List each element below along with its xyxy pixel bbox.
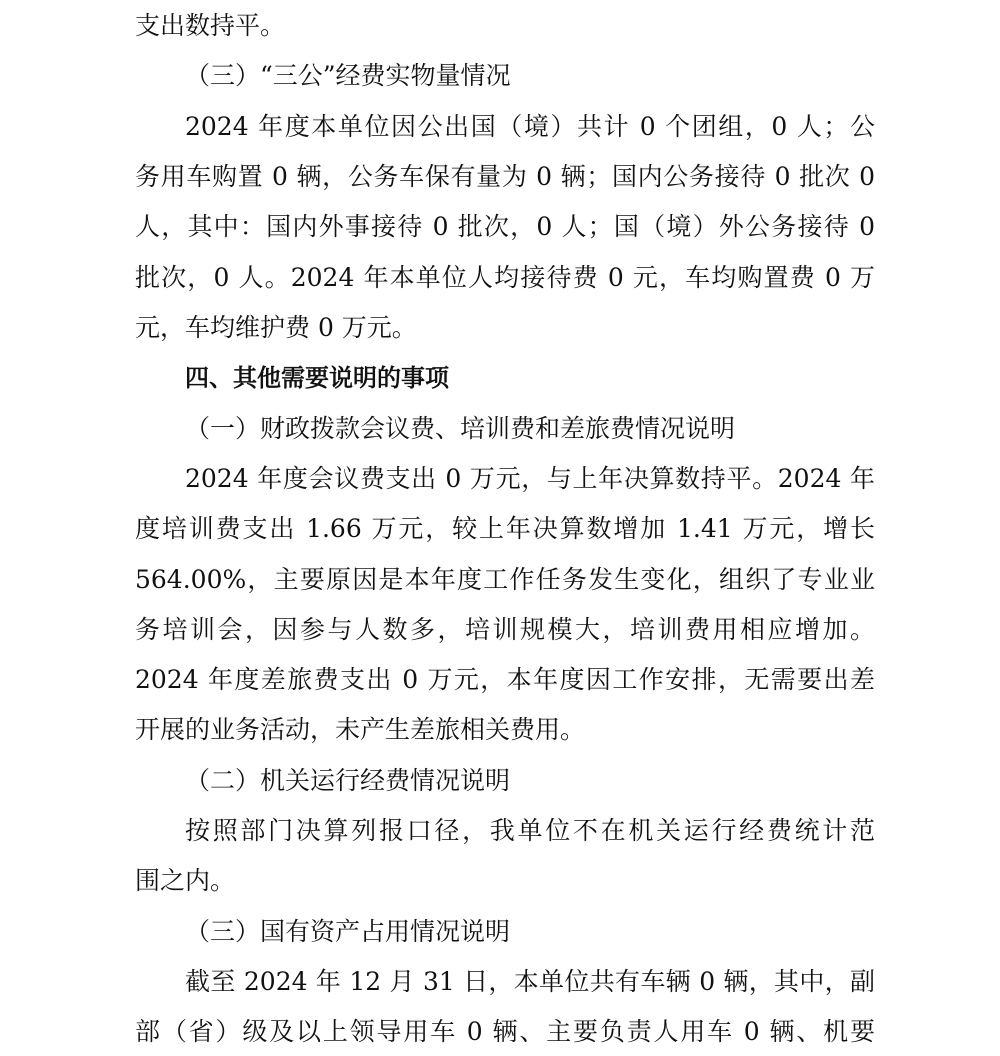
paragraph-line: 务用车购置 0 辆，公务车保有量为 0 辆；国内公务接待 0 批次 0 [135,162,875,191]
paragraph-line: 按照部门决算列报口径，我单位不在机关运行经费统计范 [185,816,875,845]
paragraph-line: 564.00%，主要原因是本年度工作任务发生变化，组织了专业业 [135,565,875,594]
subsection-heading-operating-expenses: （二）机关运行经费情况说明 [185,766,511,795]
paragraph-line: 2024 年度会议费支出 0 万元，与上年决算数持平。2024 年 [185,464,875,493]
document-page [135,0,875,1056]
paragraph-line: 人，其中：国内外事接待 0 批次，0 人；国（境）外公务接待 0 [135,212,875,241]
section-heading-other-matters: 四、其他需要说明的事项 [185,364,449,392]
paragraph-line: 截至 2024 年 12 月 31 日，本单位共有车辆 0 辆，其中，副 [185,967,875,996]
paragraph-line: 元，车均维护费 0 万元。 [135,313,417,342]
paragraph-line: 开展的业务活动，未产生差旅相关费用。 [135,715,586,744]
paragraph-line: 2024 年度差旅费支出 0 万元，本年度因工作安排，无需要出差 [135,665,875,694]
paragraph-line: 围之内。 [135,866,236,895]
subsection-heading-three-public-expenses: （三）“三公”经费实物量情况 [185,61,511,90]
paragraph-line: 部（省）级及以上领导用车 0 辆、主要负责人用车 0 辆、机要 [135,1017,875,1046]
paragraph-line: 度培训费支出 1.66 万元，较上年决算数增加 1.41 万元，增长 [135,514,875,543]
paragraph-line: 务培训会，因参与人数多，培训规模大，培训费用相应增加。 [135,615,875,644]
paragraph-line: 批次，0 人。2024 年本单位人均接待费 0 元，车均购置费 0 万 [135,263,875,292]
paragraph-line: 支出数持平。 [135,11,286,40]
subsection-heading-state-assets: （三）国有资产占用情况说明 [185,917,511,946]
paragraph-line: 2024 年度本单位因公出国（境）共计 0 个团组，0 人；公 [185,112,875,141]
subsection-heading-meeting-training-travel: （一）财政拨款会议费、培训费和差旅费情况说明 [185,414,736,443]
